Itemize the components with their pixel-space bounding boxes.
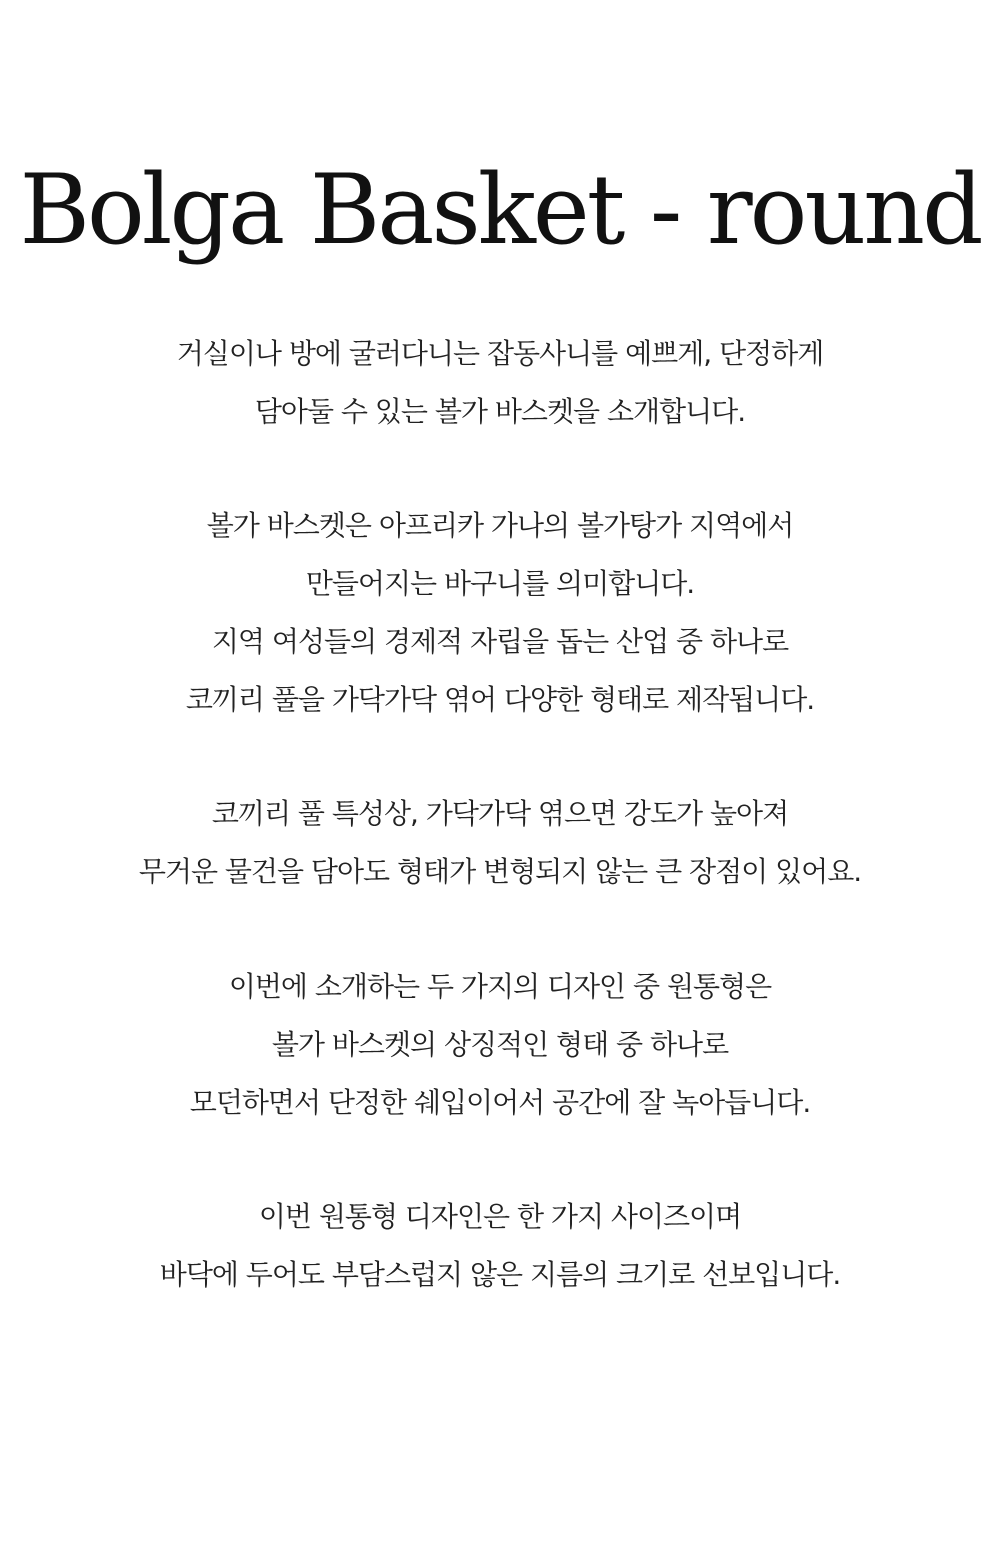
durability-paragraph — [0, 785, 1000, 901]
origin-paragraph — [0, 497, 1000, 729]
paragraph-line: 볼가 바스켓은 아프리카 가나의 볼가탕가 지역에서 — [206, 509, 794, 542]
paragraph-line: 볼가 바스켓의 상징적인 형태 중 하나로 — [271, 1028, 729, 1061]
paragraph-line: 담아둘 수 있는 볼가 바스켓을 소개합니다. — [254, 395, 746, 428]
design-paragraph — [0, 958, 1000, 1132]
paragraph-line: 만들어지는 바구니를 의미합니다. — [305, 567, 695, 600]
paragraph-line: 무거운 물건을 담아도 형태가 변형되지 않는 큰 장점이 있어요. — [138, 855, 862, 888]
paragraph-line: 지역 여성들의 경제적 자립을 돕는 산업 중 하나로 — [211, 625, 789, 658]
paragraph-line: 이번에 소개하는 두 가지의 디자인 중 원통형은 — [228, 970, 772, 1003]
paragraph-line: 거실이나 방에 굴러다니는 잡동사니를 예쁘게, 단정하게 — [176, 337, 824, 370]
paragraph-line: 바닥에 두어도 부담스럽지 않은 지름의 크기로 선보입니다. — [159, 1258, 841, 1291]
paragraph-line: 코끼리 풀 특성상, 가닥가닥 엮으면 강도가 높아져 — [211, 797, 789, 830]
paragraph-line: 이번 원통형 디자인은 한 가지 사이즈이며 — [258, 1200, 742, 1233]
size-paragraph — [0, 1188, 1000, 1304]
paragraph-line: 모던하면서 단정한 쉐입이어서 공간에 잘 녹아듭니다. — [189, 1086, 811, 1119]
product-title: Bolga Basket - round — [19, 154, 981, 266]
intro-paragraph — [0, 325, 1000, 441]
paragraph-line: 코끼리 풀을 가닥가닥 엮어 다양한 형태로 제작됩니다. — [185, 683, 815, 716]
